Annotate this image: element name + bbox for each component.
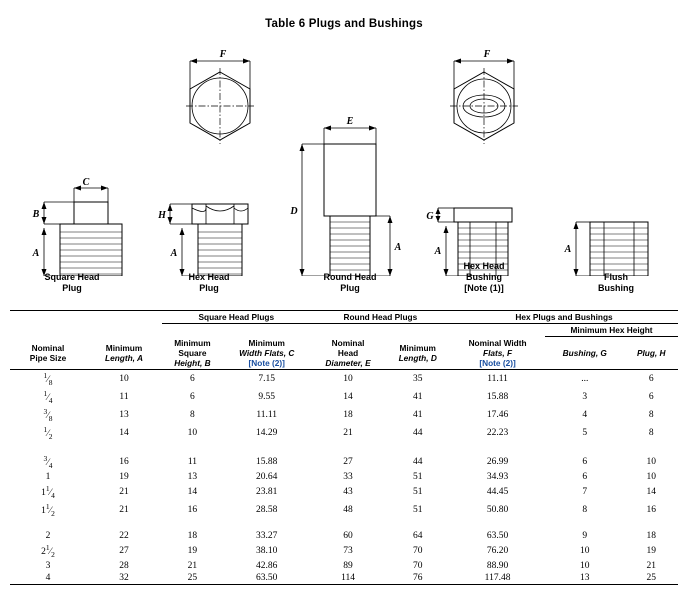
caption-line-1: Square Head [44,272,100,282]
note-ref-link[interactable]: [Note (2)] [479,357,516,368]
col-line-1: Plug, H [636,347,666,358]
cell-minimum-length-a: 21 [119,504,129,515]
table-row [10,424,678,442]
cell-nominal-pipe-size: 3 [45,560,51,571]
dim-label-a: A [394,242,402,253]
cell-nominal-head-diameter-e: 14 [343,391,353,402]
cell-plug-h: 10 [646,456,656,467]
cell-nominal-head-diameter-e: 48 [343,504,353,515]
figure-round-head-plug [282,36,418,296]
cell-nominal-width-flats-f: 76.20 [486,545,509,556]
caption-line-2: Plug [199,283,219,293]
cell-plug-h: 8 [648,427,654,438]
cell-min-width-flats-c: 28.58 [256,504,278,515]
cell-min-square-height-b: 11 [187,456,197,467]
dim-label-a: A [170,248,178,259]
col-nominal-width-flats-f [450,337,545,370]
cell-minimum-length-a: 22 [119,530,129,541]
figure-row [0,36,688,296]
dim-label-f: F [483,49,491,60]
col-line-1: Minimum [248,337,285,348]
col-line-1: Bushing, G [562,347,607,358]
col-minimum-length-d [385,337,450,370]
cell-nominal-width-flats-f: 11.11 [487,373,508,384]
col-line-3: Diameter, E [325,357,371,368]
sub-blank-7 [450,324,545,337]
caption-line-1: Round Head [323,272,377,282]
cell-minimum-length-d: 64 [412,530,423,541]
cell-nominal-head-diameter-e: 73 [343,545,353,556]
cell-minimum-length-d: 44 [412,456,423,467]
page-title: Table 6 Plugs and Bushings [265,18,423,30]
col-line-2: Square [178,347,207,358]
table-spacer-row [10,442,678,453]
table-row [10,471,678,483]
cell-bushing-g: 7 [582,486,588,497]
hex-head-plug-drawing [140,36,278,276]
table-row [10,530,678,542]
dim-label-b: B [32,209,40,220]
dim-label-a: A [434,246,442,257]
figure-hex-head-plug [140,36,278,296]
group-minimum-hex-height: Minimum Hex Height [545,324,678,337]
dim-label-f: F [219,49,227,60]
cell-minimum-length-d: 70 [412,545,423,556]
cell-min-width-flats-c: 7.15 [258,373,276,384]
cell-plug-h: 6 [648,373,654,384]
col-min-square-height-b [162,337,223,370]
cell-plug-h: 16 [646,504,656,515]
cell-nominal-width-flats-f: 34.93 [486,471,509,482]
table-spacer-row [10,519,678,530]
sub-blank-5 [311,324,386,337]
note-ref-link[interactable]: [Note (2)] [248,357,285,368]
cell-bushing-g: 10 [580,545,590,556]
figure-caption [140,272,278,294]
cell-minimum-length-d: 41 [412,391,423,402]
cell-min-square-height-b: 14 [187,486,198,497]
plugs-bushings-table [10,310,678,585]
cell-bushing-g: 3 [582,391,588,402]
cell-minimum-length-d: 51 [412,471,423,482]
col-line-2: Flats, F [483,347,513,358]
cell-bushing-g: 10 [580,560,590,571]
cell-minimum-length-a: 28 [119,560,129,571]
cell-bushing-g: 9 [582,530,588,541]
table-column-header-row [10,337,678,370]
col-nominal-pipe-size [10,337,86,370]
cell-nominal-pipe-size: $1^1⁄_4$ [41,483,55,500]
dim-label-c: C [82,177,90,188]
caption-line-2: Bushing [466,272,502,282]
cell-min-square-height-b: 8 [190,409,195,420]
cell-nominal-pipe-size: 4 [10,572,86,585]
cell-min-width-flats-c: 23.81 [256,486,278,497]
cell-nominal-head-diameter-e: 89 [343,560,353,571]
caption-note-ref: [Note (1)] [464,283,504,293]
cell-min-square-height-b: 10 [187,427,198,438]
cell-plug-h: 19 [646,545,656,556]
table-row [10,406,678,424]
cell-nominal-pipe-size: 2 [45,530,51,541]
caption-line-1: Hex Head [463,261,505,271]
dim-label-h: H [158,210,166,221]
table-row [10,560,678,572]
cell-plug-h: 14 [646,486,656,497]
col-line-2: Length, D [398,352,437,363]
cell-nominal-width-flats-f: 50.80 [486,504,509,515]
cell-bushing-g: 6 [582,456,588,467]
cell-plug-h: 8 [648,409,654,420]
cell-nominal-head-diameter-e: 10 [343,373,353,384]
cell-min-width-flats-c: 11.11 [256,409,278,420]
caption-line-2: Plug [340,283,360,293]
figure-caption [282,272,418,294]
dim-label-e: E [346,116,354,127]
cell-min-width-flats-c: 38.10 [256,545,278,556]
cell-nominal-width-flats-f: 117.48 [450,572,545,585]
cell-plug-h: 18 [646,530,656,541]
cell-bushing-g: 6 [582,471,588,482]
cell-min-square-height-b: 6 [190,373,195,384]
col-line-1: Minimum [174,337,211,348]
cell-nominal-head-diameter-e: 18 [343,409,353,420]
col-line-1: Minimum [399,342,436,353]
cell-minimum-length-d: 44 [412,427,423,438]
cell-nominal-pipe-size: $^3⁄_8$ [43,406,53,423]
cell-minimum-length-a: 10 [119,373,129,384]
cell-bushing-g: ... [581,373,589,384]
cell-nominal-width-flats-f: 26.99 [486,456,509,467]
cell-nominal-pipe-size: $^3⁄_4$ [43,453,53,470]
cell-plug-h: 6 [648,391,654,402]
cell-min-square-height-b: 25 [162,572,223,585]
table-subgroup-header-row [10,324,678,337]
sub-blank-6 [385,324,450,337]
figure-square-head-plug [8,36,136,296]
caption-line-1: Flush [604,272,628,282]
dim-label-a: A [564,244,572,255]
sub-blank-1 [10,324,86,337]
sub-blank-3 [162,324,223,337]
cell-nominal-width-flats-f: 44.45 [486,486,509,497]
sub-blank-4 [223,324,311,337]
table-row [10,453,678,471]
cell-min-width-flats-c: 20.64 [256,471,278,482]
round-head-plug-drawing [282,36,418,276]
col-line-1: Nominal Width [468,337,527,348]
cell-min-square-height-b: 6 [190,391,195,402]
table-row [10,483,678,501]
cell-minimum-length-a: 16 [119,456,129,467]
figure-caption [418,261,550,294]
cell-min-square-height-b: 19 [187,545,198,556]
cell-minimum-length-a: 27 [119,545,129,556]
cell-min-width-flats-c: 63.50 [223,572,311,585]
cell-bushing-g: 4 [582,409,588,420]
figure-flush-bushing [552,36,680,296]
dim-label-d: D [290,206,298,217]
col-bushing-g [545,337,624,370]
col-nominal-head-diameter-e [311,337,386,370]
cell-plug-h: 25 [624,572,678,585]
cell-min-width-flats-c: 42.86 [256,560,278,571]
group-blank-2 [86,311,162,324]
table-row [10,542,678,560]
cell-min-square-height-b: 21 [187,560,198,571]
col-min-width-flats-c [223,337,311,370]
caption-line-1: Hex Head [188,272,230,282]
cell-nominal-head-diameter-e: 27 [343,456,353,467]
cell-bushing-g: 8 [582,504,588,515]
table-group-header-row [10,311,678,324]
cell-nominal-width-flats-f: 88.90 [486,560,509,571]
cell-min-width-flats-c: 9.55 [258,391,276,402]
figure-caption [8,272,136,294]
cell-minimum-length-d: 51 [412,486,423,497]
group-blank-1 [10,311,86,324]
cell-minimum-length-d: 76 [385,572,450,585]
cell-min-square-height-b: 13 [187,471,198,482]
flush-bushing-drawing [552,36,680,276]
hex-head-bushing-drawing [418,36,550,276]
col-line-3: Height, B [174,357,211,368]
cell-minimum-length-a: 11 [119,391,129,402]
cell-minimum-length-d: 35 [412,373,423,384]
cell-nominal-pipe-size: $2^1⁄_2$ [41,542,55,559]
spec-table-wrap [10,310,678,585]
cell-nominal-pipe-size: $1^1⁄_2$ [41,501,55,518]
cell-minimum-length-a: 14 [119,427,129,438]
cell-minimum-length-a: 13 [119,409,129,420]
cell-nominal-head-diameter-e: 21 [343,427,353,438]
cell-bushing-g: 13 [545,572,624,585]
table-head [10,311,678,370]
cell-min-square-height-b: 18 [187,530,198,541]
cell-nominal-pipe-size: $^1⁄_8$ [43,370,53,387]
cell-nominal-pipe-size: $^1⁄_2$ [43,424,53,441]
table-body [10,369,678,584]
group-round-head-plugs: Round Head Plugs [311,311,450,324]
cell-min-width-flats-c: 14.29 [256,427,278,438]
col-line-2: Pipe Size [29,352,67,363]
figure-hex-head-bushing [418,36,550,296]
dim-label-g: G [426,211,434,222]
cell-minimum-length-a: 32 [86,572,162,585]
spacer-cell [10,519,678,530]
cell-minimum-length-d: 51 [412,504,423,515]
group-hex-plugs-bushings: Hex Plugs and Bushings [450,311,678,324]
cell-nominal-pipe-size: $^1⁄_4$ [43,388,53,405]
sub-blank-2 [86,324,162,337]
col-line-2: Width Flats, C [239,347,295,358]
table-row [10,572,678,585]
cell-plug-h: 10 [646,471,656,482]
table-row [10,501,678,519]
square-head-plug-drawing [8,36,136,276]
cell-min-width-flats-c: 33.27 [256,530,278,541]
figure-caption [552,272,680,294]
col-line-2: Head [337,347,359,358]
cell-min-square-height-b: 16 [187,504,198,515]
cell-plug-h: 21 [646,560,656,571]
cell-bushing-g: 5 [582,427,588,438]
cell-nominal-pipe-size: 1 [45,471,51,482]
table-row [10,369,678,388]
cell-minimum-length-d: 41 [412,409,423,420]
cell-nominal-head-diameter-e: 114 [311,572,386,585]
cell-nominal-width-flats-f: 22.23 [486,427,509,438]
cell-nominal-width-flats-f: 63.50 [486,530,509,541]
cell-minimum-length-d: 70 [412,560,423,571]
col-plug-h [624,337,678,370]
cell-nominal-head-diameter-e: 60 [343,530,353,541]
col-line-1: Nominal [331,337,365,348]
spacer-cell [10,442,678,453]
cell-nominal-head-diameter-e: 33 [343,471,353,482]
dim-label-a: A [32,248,40,259]
col-line-1: Nominal [31,342,65,353]
group-square-head-plugs: Square Head Plugs [162,311,311,324]
cell-nominal-width-flats-f: 17.46 [486,409,509,420]
cell-nominal-head-diameter-e: 43 [343,486,353,497]
cell-nominal-width-flats-f: 15.88 [486,391,509,402]
cell-min-width-flats-c: 15.88 [256,456,278,467]
caption-line-2: Plug [62,283,82,293]
table-row [10,388,678,406]
col-line-1: Minimum [105,342,143,353]
col-line-2: Length, A [105,352,143,363]
col-minimum-length-a [86,337,162,370]
cell-minimum-length-a: 21 [119,486,129,497]
cell-minimum-length-a: 19 [119,471,129,482]
caption-line-2: Bushing [598,283,634,293]
